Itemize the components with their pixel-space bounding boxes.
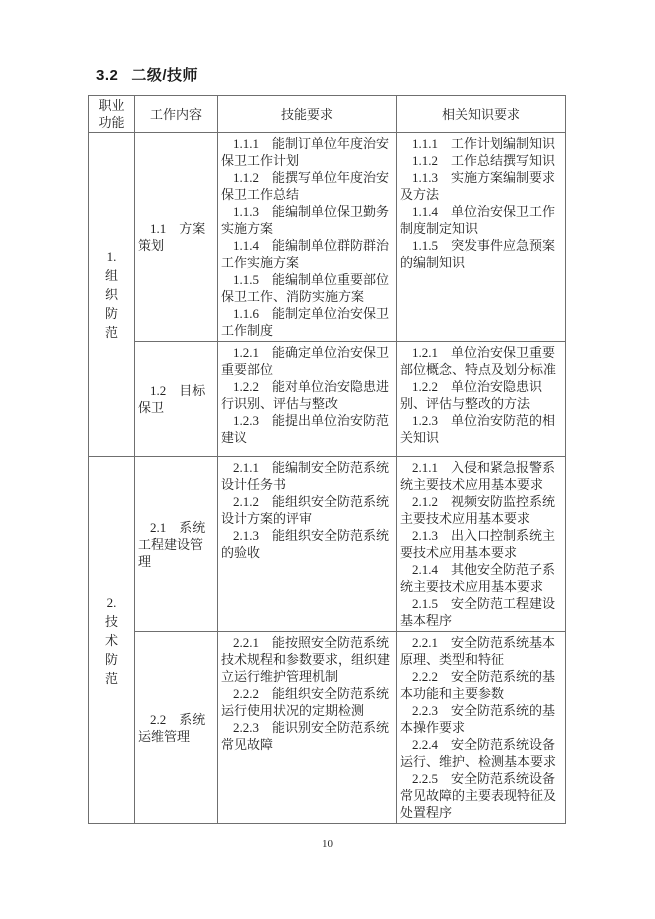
knowledge-cell-1-2 (397, 342, 566, 457)
skill-item: 1.2.3 能提出单位治安防范建议 (221, 413, 390, 445)
section-number: 3.2 (96, 67, 119, 84)
content-label: 2.2 系统运维管理 (138, 711, 206, 744)
skill-item: 1.2.1 能确定单位治安保卫重要部位 (221, 345, 390, 377)
content-cell-system-construction-management (135, 457, 218, 632)
table-row (89, 133, 566, 342)
knowledge-item: 1.2.3 单位治安防范的相关知识 (400, 413, 556, 445)
column-header-function (89, 96, 135, 133)
knowledge-item: 1.1.5 突发事件应急预案的编制知识 (400, 238, 556, 270)
table-row (89, 632, 566, 824)
content-cell-target-protection (135, 342, 218, 457)
function-label-line: 织 (104, 287, 118, 302)
knowledge-item: 2.1.5 安全防范工程建设基本程序 (400, 596, 556, 628)
skill-item: 1.1.5 能编制单位重要部位保卫工作、消防实施方案 (221, 272, 390, 304)
knowledge-item: 2.1.1 入侵和紧急报警系统主要技术应用基本要求 (400, 460, 556, 492)
knowledge-item: 1.2.2 单位治安隐患识别、评估与整改的方法 (400, 379, 543, 411)
column-header-function-line: 职业 (98, 98, 125, 113)
knowledge-item: 2.2.4 安全防范系统设备运行、维护、检测基本要求 (400, 737, 557, 769)
content-label: 1.2 目标保卫 (138, 383, 206, 415)
skills-cell-2-1 (218, 457, 397, 632)
knowledge-cell-2-1 (397, 457, 566, 632)
column-header-content: 工作内容 (135, 96, 218, 133)
knowledge-item: 2.1.4 其他安全防范子系统主要技术应用基本要求 (400, 562, 556, 594)
skill-item: 1.1.6 能制定单位治安保卫工作制度 (221, 306, 390, 338)
knowledge-cell-2-2 (397, 632, 566, 824)
content-cell-system-operation-maintenance (135, 632, 218, 824)
requirements-table (88, 95, 566, 824)
knowledge-item: 2.2.2 安全防范系统的基本功能和主要参数 (400, 669, 556, 701)
function-label-line: 防 (104, 306, 118, 321)
skills-cell-2-2 (218, 632, 397, 824)
function-label-line: 技 (104, 613, 118, 629)
knowledge-item: 2.2.5 安全防范系统设备常见故障的主要表现特征及处置程序 (400, 771, 557, 820)
content-label: 1.1 方案策划 (138, 221, 206, 253)
knowledge-item: 2.2.1 安全防范系统基本原理、类型和特征 (400, 635, 556, 667)
skill-item: 2.1.1 能编制安全防范系统设计任务书 (221, 460, 390, 492)
function-label-line: 1. (106, 249, 117, 264)
skill-item: 1.1.2 能撰写单位年度治安保卫工作总结 (221, 170, 390, 202)
knowledge-item: 2.1.3 出入口控制系统主要技术应用基本要求 (400, 528, 556, 560)
function-cell-organizational-prevention (89, 133, 135, 457)
column-header-skills: 技能要求 (218, 96, 397, 133)
page-title (96, 64, 198, 85)
skills-cell-1-1 (218, 133, 397, 342)
function-label-line: 术 (104, 632, 118, 648)
skill-item: 2.2.1 能按照安全防范系统技术规程和参数要求，组织建立运行维护管理机制 (221, 635, 391, 684)
skill-item: 2.1.3 能组织安全防范系统的验收 (221, 528, 390, 560)
knowledge-item: 1.2.1 单位治安保卫重要部位概念、特点及划分标准 (400, 345, 557, 377)
content-label: 2.1 系统工程建设管理 (138, 519, 206, 569)
table-row (89, 342, 566, 457)
skill-item: 2.2.2 能组织安全防范系统运行使用状况的定期检测 (221, 686, 390, 718)
knowledge-item: 1.1.4 单位治安保卫工作制度制定知识 (400, 204, 556, 236)
table-header-row (89, 96, 566, 133)
skills-cell-1-2 (218, 342, 397, 457)
function-label-line: 范 (104, 670, 118, 686)
skill-item: 2.1.2 能组织安全防范系统设计方案的评审 (221, 494, 390, 526)
function-label-line: 防 (104, 651, 118, 667)
knowledge-item: 1.1.1 工作计划编制知识 (412, 136, 556, 151)
knowledge-cell-1-1 (397, 133, 566, 342)
skill-item: 2.2.3 能识别安全防范系统常见故障 (221, 720, 390, 752)
skill-item: 1.1.3 能编制单位保卫勤务实施方案 (221, 204, 390, 236)
skill-item: 1.1.4 能编制单位群防群治工作实施方案 (221, 238, 390, 270)
function-cell-technical-prevention (89, 457, 135, 824)
function-label-line: 范 (104, 325, 118, 340)
function-label-line: 2. (106, 594, 117, 610)
section-title: 二级/技师 (131, 67, 199, 84)
content-cell-plan-drafting (135, 133, 218, 342)
table-row (89, 457, 566, 632)
function-label-line: 组 (104, 268, 118, 283)
column-header-function-line: 功能 (98, 115, 125, 130)
page-number: 10 (322, 838, 333, 850)
skill-item: 1.2.2 能对单位治安隐患进行识别、评估与整改 (221, 379, 390, 411)
column-header-knowledge: 相关知识要求 (397, 96, 566, 133)
knowledge-item: 1.1.2 工作总结撰写知识 (412, 153, 556, 168)
knowledge-item: 2.2.3 安全防范系统的基本操作要求 (400, 703, 556, 735)
skill-item: 1.1.1 能制订单位年度治安保卫工作计划 (221, 136, 390, 168)
knowledge-item: 1.1.3 实施方案编制要求及方法 (400, 170, 556, 202)
knowledge-item: 2.1.2 视频安防监控系统主要技术应用基本要求 (400, 494, 556, 526)
